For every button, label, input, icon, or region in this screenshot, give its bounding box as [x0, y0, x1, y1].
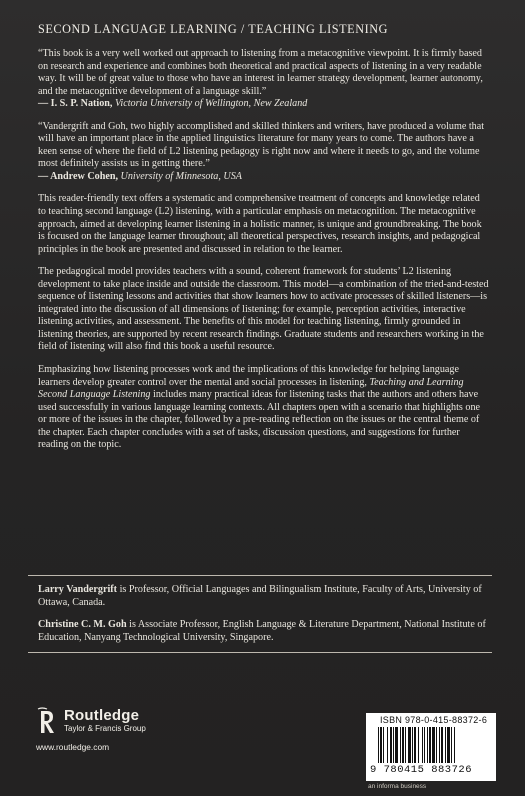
- quote-nation: [38, 48, 490, 111]
- barcode-bar: [387, 727, 388, 763]
- quote-attribution: — Andrew Cohen, University of Minnesota, USA: [38, 170, 242, 182]
- barcode-bar: [432, 727, 435, 763]
- barcode-bar: [427, 727, 428, 763]
- author-bios: [28, 575, 492, 653]
- description-paragraph-1: This reader-friendly text offers a systematic and comprehensive treatment of concepts and knowledge related to teaching second language (L2) listening, with a particular emphasis on metacognition. The metacognitive approach, aimed at developing learner listening in a holistic manner, is unique and groundbreaking. The book is focused on the language learner throughout; all theoretical perspectives, research insights, and pedagogical principles in the book are presented and discussed in relation to the learner.: [38, 193, 482, 255]
- barcode-bars: [378, 727, 488, 763]
- barcode-bar: [454, 727, 455, 763]
- quote-text: “This book is a very well worked out approach to listening from a metacognitive viewpoint. It is firmly based on research and experience and combines both theoretical and practical aspects of listening in a very readable way. It will be of great value to those who have an interest in learner strategy development, learner autonomy, and the metacognitive development of a language skill.”: [38, 48, 483, 97]
- barcode-bar: [395, 727, 398, 763]
- quote-author: — I. S. P. Nation: [38, 98, 110, 110]
- barcode-bar: [429, 727, 431, 763]
- informa-note: an informa business: [368, 783, 427, 790]
- barcode-bar: [393, 727, 394, 763]
- publisher-name: Routledge: [64, 707, 140, 724]
- publisher-group: Taylor & Francis Group: [64, 724, 146, 733]
- barcode-bar: [402, 727, 404, 763]
- author-description: is Associate Professor, English Language & Literature Department, National Institute of Education, Nanyang Technological University, Singapore.: [38, 619, 486, 643]
- publisher-block: [36, 706, 156, 752]
- barcode-bar: [400, 727, 401, 763]
- barcode-bar: [412, 727, 413, 763]
- description-text: Emphasizing how listening processes work and the implications of this knowledge for helping language learners develop greater control over the mental and social processes in listening,: [38, 364, 459, 388]
- quote-author: — Andrew Cohen: [38, 170, 116, 182]
- isbn-label: ISBN 978-0-415-88372-6: [380, 715, 488, 725]
- publisher-logo: [36, 706, 156, 736]
- barcode-bar: [390, 727, 392, 763]
- description-text: includes many practical ideas for listening tasks that the authors and others have used successfully in various language learning contexts. All chapters open with a scenario that highlights one or more of the issues in the chapter, followed by a pre-reading reflection on the issues or the central theme of the chapter. Each chapter concludes with a set of tasks, discussion questions, and suggestions for further reading on the topic.: [38, 389, 481, 451]
- series-title: SECOND LANGUAGE LEARNING / TEACHING LISTENING: [38, 22, 389, 36]
- quote-attribution: — I. S. P. Nation, Victoria University of Wellington, New Zealand: [38, 98, 308, 110]
- barcode-bar: [383, 727, 384, 763]
- quote-affiliation: University of Minnesota, USA: [120, 170, 242, 182]
- barcode-bar: [439, 727, 440, 763]
- barcode-bar: [378, 727, 379, 763]
- author-bio: [38, 584, 486, 609]
- barcode-bar: [405, 727, 406, 763]
- barcode-bar: [441, 727, 443, 763]
- author-name: Christine C. M. Goh: [38, 619, 127, 631]
- book-title: Teaching and Learning Second Language Listening: [38, 376, 464, 401]
- quote-cohen: [38, 121, 490, 184]
- barcode-bar: [445, 727, 446, 763]
- barcode-bar: [380, 727, 382, 763]
- barcode-number: 9 780415 883726: [370, 764, 473, 776]
- quote-text: “Vandergrift and Goh, two highly accomplished and skilled thinkers and writers, have produced a volume that will have an important place in the applied linguistics literature for many years to come. The authors have a keen sense of where the field of L2 listening pedagogy is right now and where it needs to go, and the volume most definitely assists us in getting there.”: [38, 120, 485, 170]
- routledge-r-logo-icon: [36, 706, 58, 736]
- quote-affiliation: Victoria University of Wellington, New Zealand: [114, 98, 308, 110]
- barcode-bar: [451, 727, 452, 763]
- barcode-bar: [408, 727, 411, 763]
- author-bio: [38, 619, 486, 644]
- author-description: is Professor, Official Languages and Bilingualism Institute, Faculty of Arts, University of Ottawa, Canada.: [38, 584, 482, 608]
- barcode-bar: [422, 727, 423, 763]
- barcode-bar: [418, 727, 419, 763]
- cover-text: [38, 48, 490, 462]
- barcode-bar: [424, 727, 425, 763]
- barcode-bar: [414, 727, 416, 763]
- barcode: [366, 713, 496, 781]
- author-name: Larry Vandergrift: [38, 584, 118, 595]
- publisher-website: www.routledge.com: [36, 742, 110, 752]
- barcode-bar: [436, 727, 437, 763]
- description-paragraph-3: [38, 364, 490, 452]
- description-paragraph-2: The pedagogical model provides teachers with a sound, coherent framework for students’ L2 listening development to take place inside and outside the classroom. This model—a combination of the tried-and-tested sequence of listening lessons and activities that show learners how to activate processes of skilled listeners—is integrated into the discussion of all dimensions of listening; for example, perception activities, interactive listening activities, and assessment. The benefits of this model for teaching listening, firmly grounded in listening theories, are supported by recent research findings. Graduate students and researchers working in the field of listening will also find this book a useful resource.: [38, 266, 489, 353]
- barcode-bar: [447, 727, 450, 763]
